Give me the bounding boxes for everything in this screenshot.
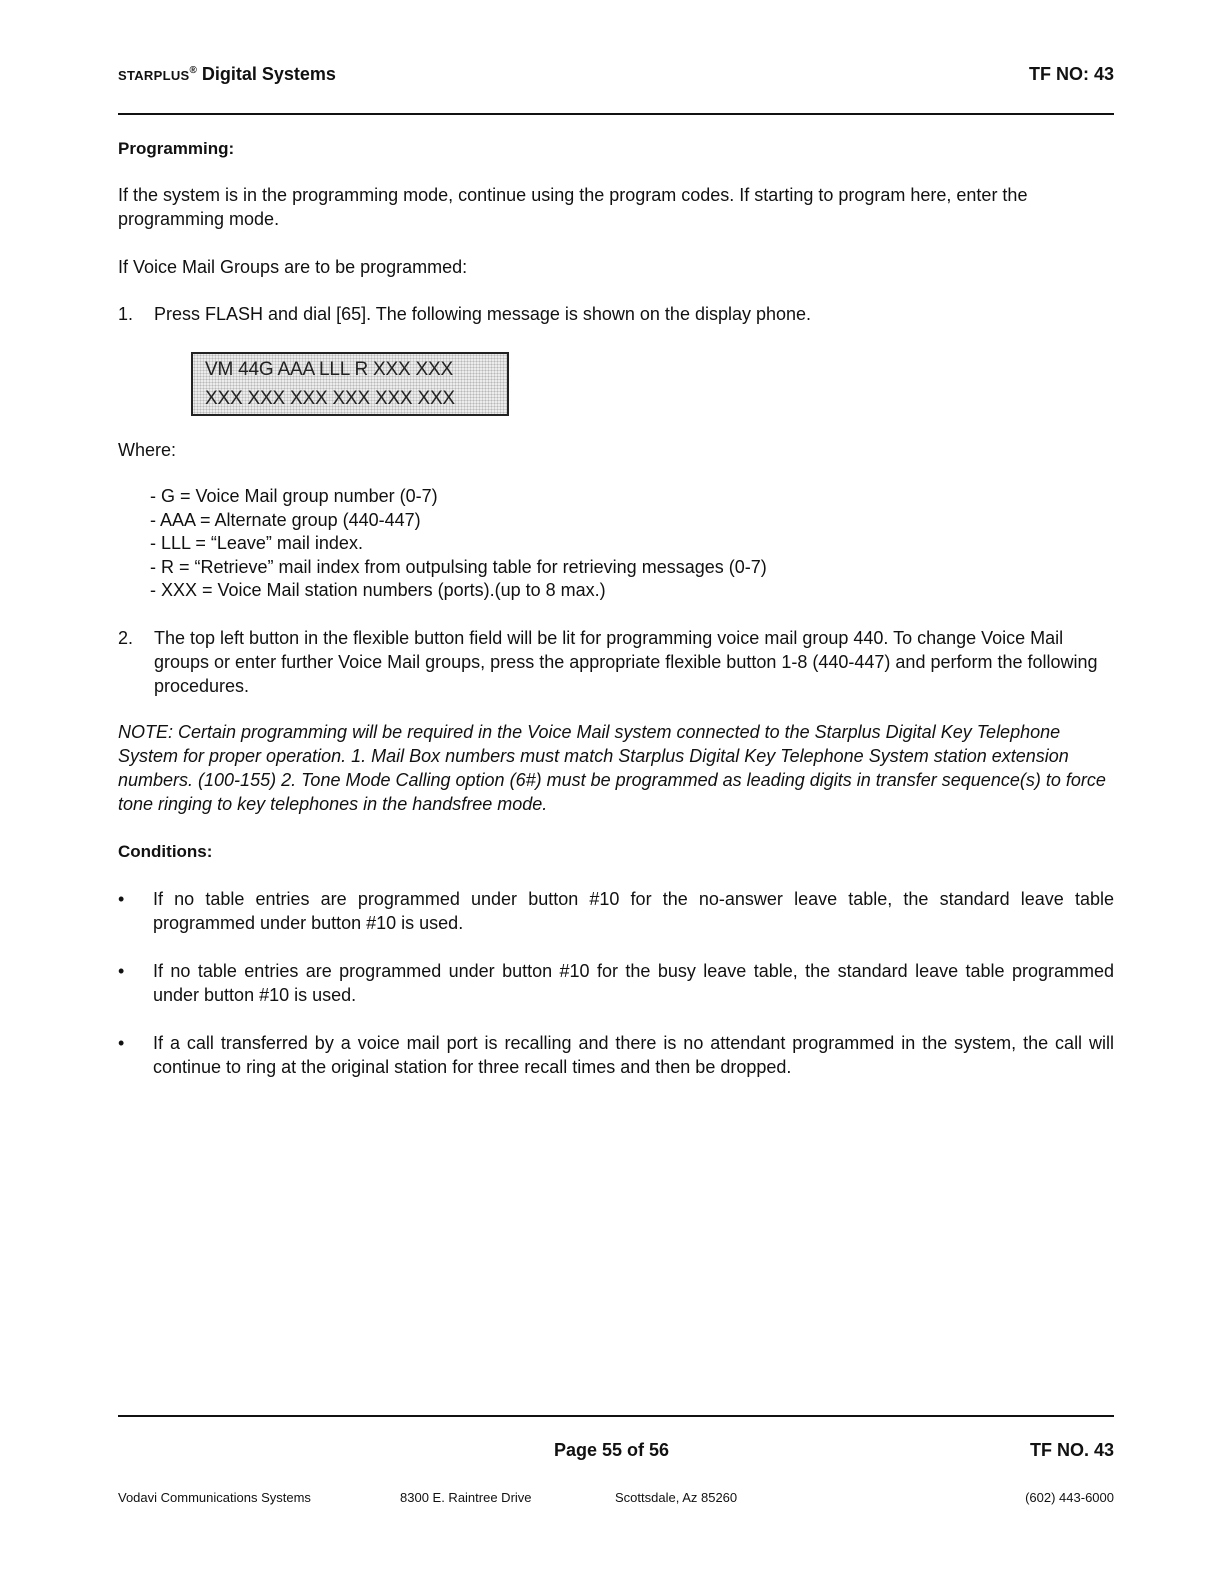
definition-item: - R = “Retrieve” mail index from outpulsing table for retrieving messages (0-7) <box>150 556 767 577</box>
city-address: Scottsdale, Az 85260 <box>615 1490 738 1505</box>
condition-item: If no table entries are programmed under button #10 for the no-answer leave table, the standard leave table programmed under button #10 is used. <box>153 889 1114 933</box>
step-1-text: Press FLASH and dial [65]. The following message is shown on the display phone. <box>154 304 812 324</box>
programming-heading: Programming: <box>118 139 235 158</box>
bullet-icon: • <box>118 889 125 909</box>
footer-rule <box>118 1415 1114 1417</box>
condition-item: If a call transferred by a voice mail port is recalling and there is no attendant programmed in the system, the call will continue to ring at the original station for three recall times and then be dropped. <box>153 1033 1114 1077</box>
page-header <box>118 64 1114 88</box>
definition-item: - G = Voice Mail group number (0-7) <box>150 486 438 506</box>
definition-item: - XXX = Voice Mail station numbers (ports).(up to 8 max.) <box>150 580 606 600</box>
definition-item: - LLL = “Leave” mail index. <box>150 533 363 553</box>
header-rule <box>118 113 1114 115</box>
display-phone-screen <box>191 352 509 416</box>
brand-suffix: Digital Systems <box>196 64 336 84</box>
where-label: Where: <box>118 440 177 460</box>
display-line-2: XXX XXX XXX XXX XXX XXX <box>205 388 455 409</box>
footer-doc-number: TF NO. 43 <box>1029 1440 1114 1460</box>
display-line-1: VM 44G AAA LLL R XXX XXX <box>205 359 453 380</box>
doc-number: TF NO: 43 <box>1028 64 1114 84</box>
registered-mark: ® <box>189 65 197 76</box>
step-2-number: 2. <box>118 628 134 648</box>
page-number: Page 55 of 56 <box>554 1440 670 1460</box>
definition-list <box>150 485 767 603</box>
condition-item: If no table entries are programmed under button #10 for the busy leave table, the standard leave table programmed under button #10 is used. <box>153 961 1114 1005</box>
brand-name: STARPLUS <box>118 68 190 83</box>
phone-number: (602) 443-6000 <box>1025 1490 1114 1505</box>
programming-intro: If the system is in the programming mode, continue using the program codes. If starting to program here, enter the programming mode. <box>118 185 1028 229</box>
street-address: 8300 E. Raintree Drive <box>400 1490 532 1505</box>
conditions-heading: Conditions: <box>118 842 213 861</box>
step-2-text: The top left button in the flexible button field will be lit for programming voice mail group 440. To change Voice Mail groups or enter further Voice Mail groups, press the appropriate flexible button 1-8 (440-447) and perform the following procedures. <box>154 628 1098 696</box>
definition-item: - AAA = Alternate group (440-447) <box>150 509 421 530</box>
voice-mail-condition: If Voice Mail Groups are to be programmed: <box>118 257 468 277</box>
document-page <box>118 0 1114 1590</box>
programming-note: NOTE: Certain programming will be required in the Voice Mail system connected to the Starplus Digital Key Telephone System for proper operation. 1. Mail Box numbers must match Starplus Digital Key Telephone System station extension numbers. (100-155) 2. Tone Mode Calling option (6#) must be programmed as leading digits in transfer sequence(s) to force tone ringing to key telephones in the handsfree mode. <box>118 722 1106 814</box>
company-name: Vodavi Communications Systems <box>118 1490 311 1505</box>
bullet-icon: • <box>118 961 125 981</box>
brand-title <box>118 64 336 85</box>
bullet-icon: • <box>118 1033 125 1053</box>
step-1-number: 1. <box>118 304 134 324</box>
